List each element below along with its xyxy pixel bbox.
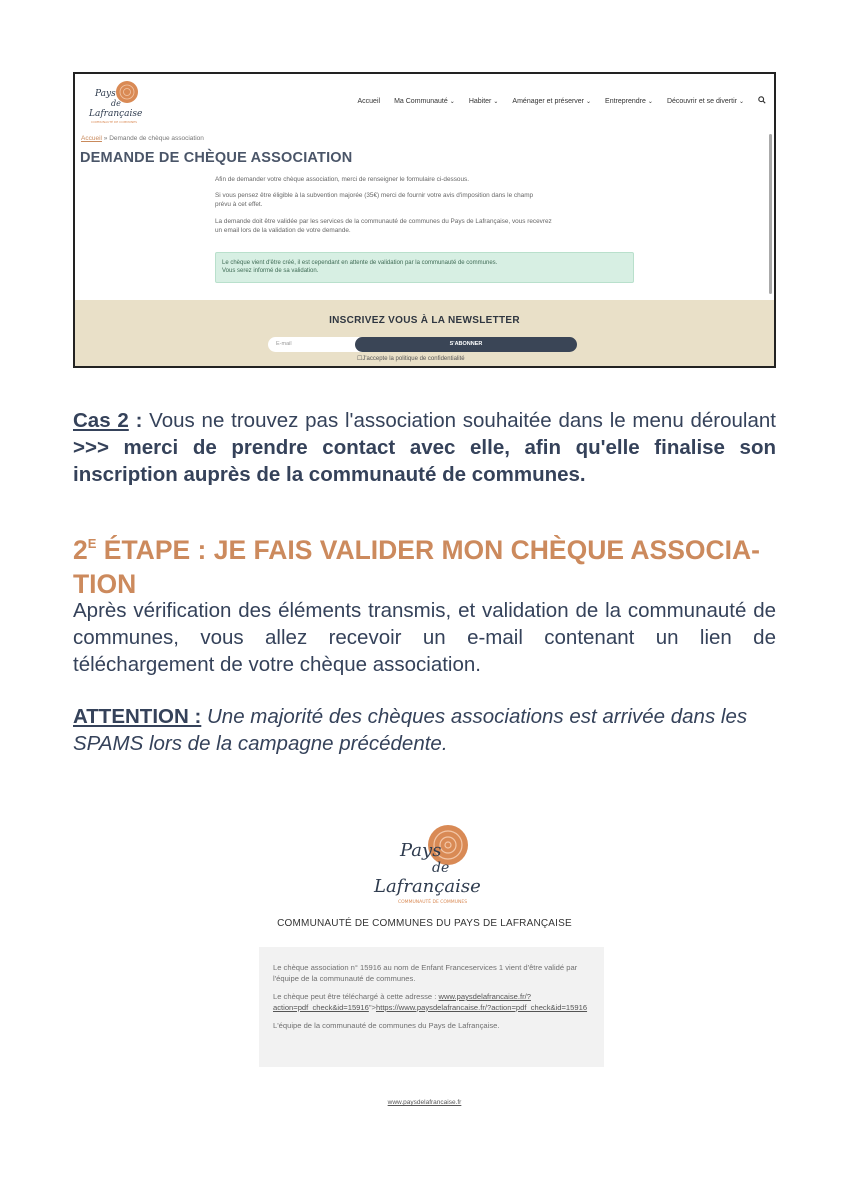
step2-sup: E [87, 536, 97, 551]
main-nav [358, 96, 767, 106]
step2-heading [73, 527, 776, 601]
attention-label: ATTENTION : [73, 705, 202, 728]
website-screenshot [73, 72, 776, 368]
attention-paragraph [73, 703, 776, 757]
chevron-down-icon: ⌄ [738, 98, 744, 105]
chevron-down-icon: ⌄ [493, 98, 499, 105]
case2-label: Cas 2 [73, 409, 129, 432]
newsletter-email-input[interactable]: E-mail [268, 337, 378, 352]
logo-subtitle: COMMUNAUTÉ DE COMMUNES [91, 120, 138, 124]
validation-text-1: La demande doit être validée par les services de la communauté de communes du Pays de Lafrançaise, vous recevrez [215, 218, 552, 225]
step2-body: Après vérification des éléments transmis, et validation de la communauté de communes, vous allez recevoir un e-mail contenant un lien de téléchargement de votre chèque association. [73, 599, 776, 676]
site-header [75, 74, 774, 132]
subscribe-button[interactable]: S'ABONNER [355, 337, 577, 352]
eligibility-text-2: prévu à cet effet. [215, 201, 263, 208]
intro-text: Afin de demander votre chèque association, merci de renseigner le formulaire ci-dessous. [215, 176, 469, 183]
email-line-1: Le chèque association n° 15916 au nom de Enfant Franceservices 1 vient d'être validé par l'équipe de la communauté de communes. [273, 963, 578, 983]
logo-word-2: de [111, 99, 121, 108]
step2-title-1: ÉTAPE : JE FAIS VALIDER MON CHÈQUE ASSOCIA- [96, 535, 760, 565]
privacy-label: J'accepte la politique de confidentialité [362, 356, 465, 362]
search-icon[interactable] [758, 96, 766, 106]
step2-number: 2 [73, 535, 88, 565]
case2-bold-text: >>> merci de prendre contact avec elle, afin qu'elle finalise son inscription auprès de la communauté de communes. [73, 436, 776, 486]
nav-habiter[interactable]: Habiter ⌄ [468, 97, 499, 105]
success-alert [215, 252, 634, 283]
logo-word-1: Pays [95, 89, 116, 99]
chevron-down-icon: ⌄ [647, 98, 653, 105]
email-body [259, 947, 604, 1067]
email-line-2: Le chèque peut être téléchargé à cette adresse : www.paysdelafrancaise.fr/?action=pdf_check&id=15916">https://www.paysdelafrancaise.fr/?action=pdf_check&id=15916 [273, 992, 588, 1012]
email-logo-word-1: Pays [400, 840, 442, 861]
chevron-down-icon: ⌄ [586, 98, 592, 105]
attention-text: Une majorité des chèques associations est arrivée dans les SPAMS lors de la campagne précédente. [73, 705, 748, 755]
nav-accueil[interactable]: Accueil [357, 97, 381, 105]
eligibility-text-1: Si vous pensez être éligible à la subvention majorée (35€) merci de fournir votre avis d'imposition dans le champ [215, 192, 534, 199]
step2-title-2: TION [73, 569, 137, 599]
case2-text: Vous ne trouvez pas l'association souhaitée dans le menu déroulant [142, 409, 776, 432]
validation-text-2: un email lors de la validation de votre demande. [215, 227, 351, 234]
email-logo-subtitle: COMMUNAUTÉ DE COMMUNES [398, 900, 468, 905]
email-org-name: COMMUNAUTÉ DE COMMUNES DU PAYS DE LAFRANÇAISE [277, 918, 572, 929]
email-logo [370, 820, 490, 910]
email-logo-word-2: de [432, 860, 450, 876]
nav-amenager[interactable]: Aménager et préserver ⌄ [512, 97, 592, 105]
breadcrumb-current: » Demande de chèque association [103, 135, 204, 142]
nav-decouvrir[interactable]: Découvrir et se divertir ⌄ [666, 97, 744, 105]
alert-line-2: Vous serez informé de sa validation. [222, 268, 319, 274]
email-signature: L'équipe de la communauté de communes du Pays de Lafrançaise. [273, 1021, 500, 1030]
privacy-checkbox[interactable] [357, 355, 465, 362]
checkbox-icon[interactable]: ☐ [357, 356, 363, 362]
newsletter-title: INSCRIVEZ VOUS À LA NEWSLETTER [329, 315, 520, 326]
pays-de-lafrancaise-logo[interactable] [81, 78, 151, 128]
email-footer-link[interactable]: www.paysdelafrancaise.fr [387, 1099, 462, 1106]
case2-colon: : [128, 409, 143, 432]
scrollbar[interactable] [769, 134, 772, 294]
email-download-link-1[interactable]: www.paysdelafrancaise.fr/?action=pdf_check&id=15916 [273, 992, 531, 1012]
chevron-down-icon: ⌄ [449, 98, 455, 105]
page-title: DEMANDE DE CHÈQUE ASSOCIATION [80, 150, 353, 166]
breadcrumb [81, 135, 204, 142]
newsletter-section [75, 300, 774, 368]
alert-line-1: Le chèque vient d'être créé, il est cependant en attente de validation par la communauté de communes. [222, 260, 498, 266]
breadcrumb-home-link[interactable]: Accueil [81, 135, 102, 142]
email-download-link-2[interactable]: https://www.paysdelafrancaise.fr/?action=pdf_check&id=15916 [375, 1002, 588, 1012]
case2-paragraph [73, 407, 776, 488]
email-logo-word-3: Lafrançaise [374, 876, 481, 897]
logo-word-3: Lafrançaise [89, 109, 143, 119]
nav-ma-communaute[interactable]: Ma Communauté ⌄ [394, 97, 455, 105]
nav-entreprendre[interactable]: Entreprendre ⌄ [605, 97, 653, 105]
